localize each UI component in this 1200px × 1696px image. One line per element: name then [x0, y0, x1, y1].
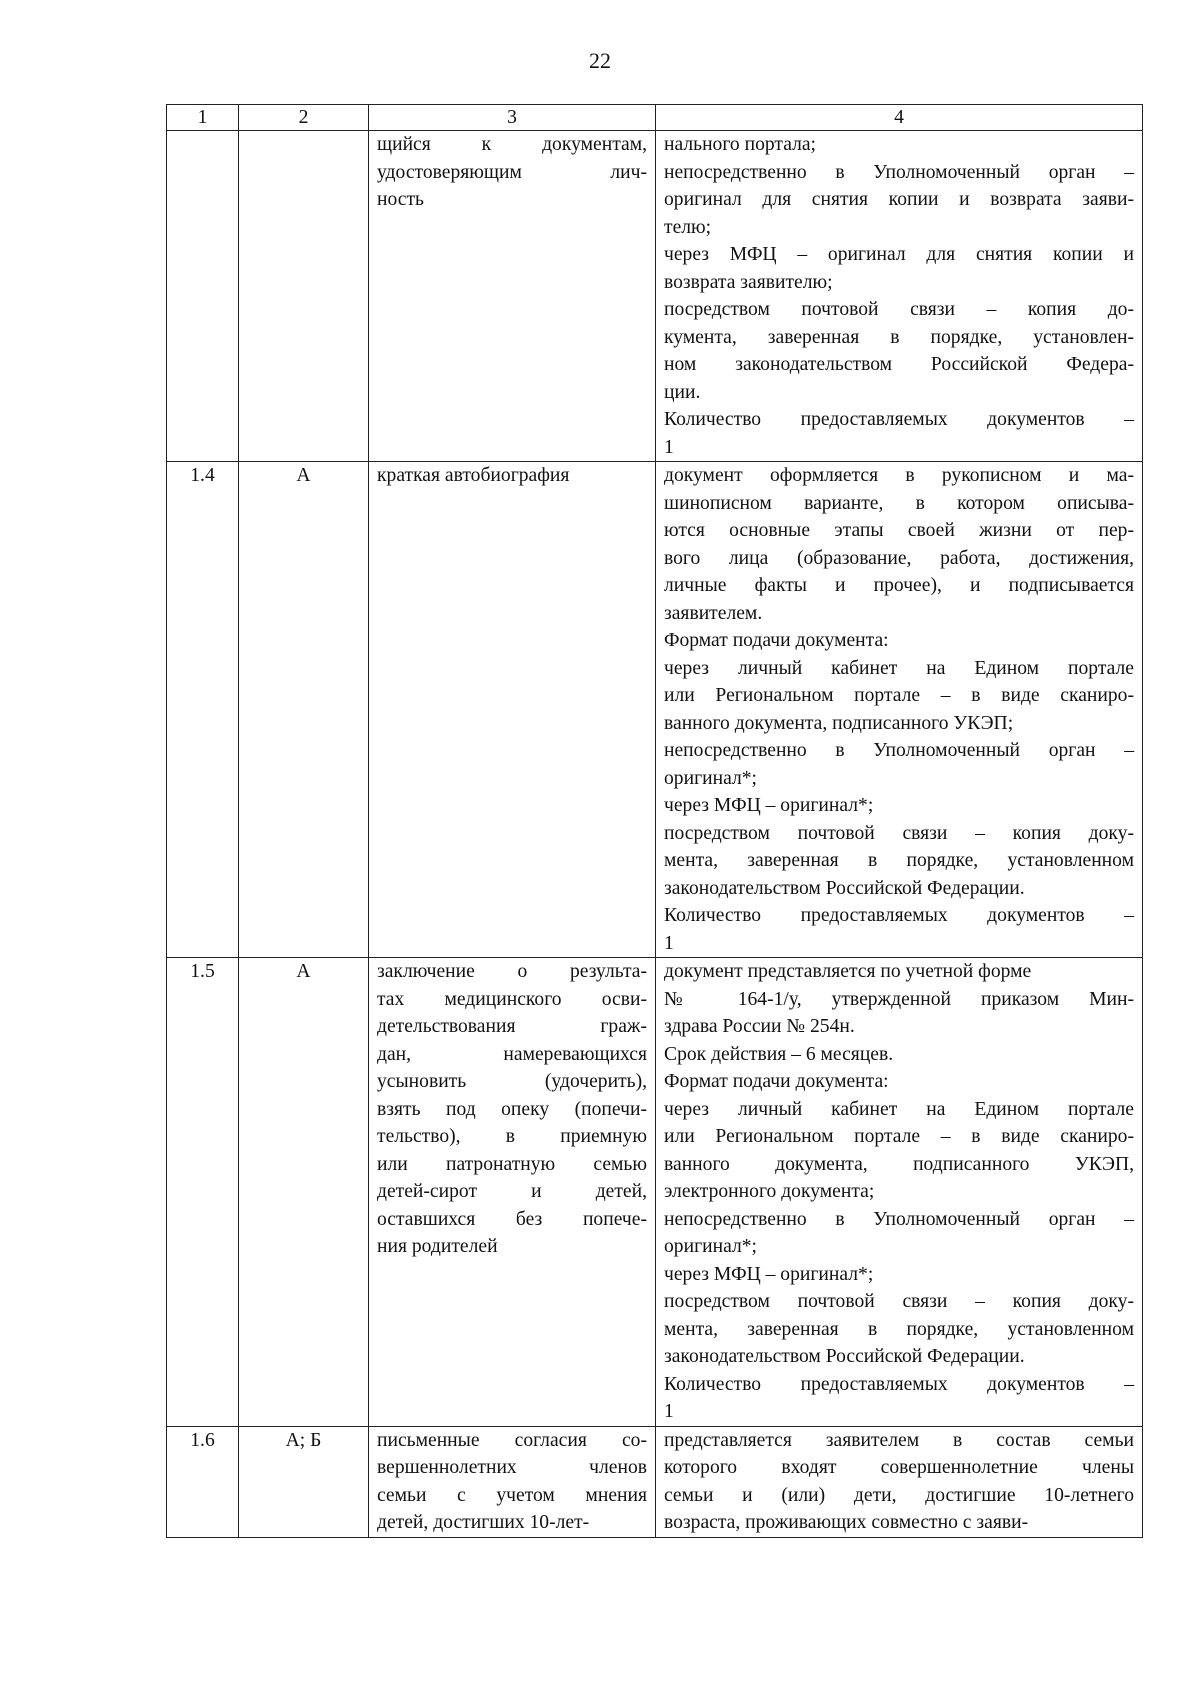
table-row [167, 958, 1143, 1427]
description-line: письменные согласия со- [377, 1429, 647, 1451]
row-number-cell: 1.4 [167, 462, 239, 958]
description-line: ния родителей [377, 1236, 498, 1257]
description-line: вершеннолетних членов [377, 1457, 647, 1478]
detail-line: оригинал для снятия копии и возврата заяви- [664, 189, 1134, 210]
detail-line: посредством почтовой связи – копия доку- [664, 1291, 1134, 1312]
detail-line: личные факты и прочее), и подписывается [664, 575, 1134, 596]
description-line: заключение о результа- [377, 961, 647, 982]
row-detail-cell [656, 1426, 1143, 1537]
column-header-4: 4 [656, 105, 1143, 131]
description-line: оставшихся без попече- [377, 1208, 647, 1230]
detail-line: мента, заверенная в порядке, установленном [664, 1318, 1134, 1340]
detail-line: Количество предоставляемых документов – [664, 409, 1134, 430]
detail-line: документ оформляется в рукописном и ма- [664, 465, 1134, 486]
detail-line: Количество предоставляемых документов – [664, 905, 1134, 926]
row-detail-cell [656, 958, 1143, 1427]
detail-line: ции. [664, 381, 701, 403]
detail-line: через личный кабинет на Едином портале [664, 1098, 1134, 1120]
detail-line: посредством почтовой связи – копия до- [664, 299, 1134, 320]
detail-line: посредством почтовой связи – копия доку- [664, 822, 1134, 844]
detail-line: телю; [664, 216, 712, 238]
description-line: семьи с учетом мнения [377, 1484, 647, 1506]
detail-line: электронного документа; [664, 1181, 875, 1202]
detail-line: которого входят совершеннолетние члены [664, 1457, 1134, 1478]
detail-line: представляется заявителем в состав семьи [664, 1429, 1134, 1451]
row-description-cell [369, 462, 656, 958]
description-line: детельствования граж- [377, 1016, 647, 1037]
detail-line: заявителем. [664, 602, 763, 624]
detail-line: вого лица (образование, работа, достижения, [664, 547, 1134, 569]
table-row [167, 1426, 1143, 1537]
description-line: тельство), в приемную [377, 1126, 647, 1147]
description-line: усыновить (удочерить), [377, 1071, 647, 1092]
row-category-cell: А [239, 462, 369, 958]
detail-line: через МФЦ – оригинал для снятия копии и [664, 244, 1134, 265]
document-table [166, 104, 1143, 1538]
row-number-cell: 1.5 [167, 958, 239, 1427]
detail-line: через личный кабинет на Едином портале [664, 657, 1134, 679]
description-line: щийся к документам, [377, 134, 647, 155]
detail-line: возврата заявителю; [664, 271, 833, 293]
detail-line: или Региональном портале – в виде сканиро- [664, 1126, 1134, 1147]
detail-line: ванного документа, подписанного УКЭП; [664, 712, 1014, 734]
description-line: или патронатную семью [377, 1153, 647, 1175]
row-description-cell [369, 958, 656, 1427]
detail-line: или Региональном портале – в виде сканиро- [664, 685, 1134, 706]
column-header-3: 3 [369, 105, 656, 131]
description-line: детей-сирот и детей, [377, 1181, 647, 1202]
detail-line: шинописном варианте, в котором описыва- [664, 492, 1134, 514]
detail-line: 1 [664, 932, 674, 954]
description-line: удостоверяющим лич- [377, 161, 647, 183]
row-detail-cell [656, 131, 1143, 462]
row-category-cell: А; Б [239, 1426, 369, 1537]
detail-line: Срок действия – 6 месяцев. [664, 1043, 894, 1065]
detail-line: документ представляется по учетной форме [664, 961, 1032, 982]
detail-line: семьи и (или) дети, достигшие 10-летнего [664, 1484, 1134, 1506]
row-description-cell [369, 1426, 656, 1537]
detail-line: Формат подачи документа: [664, 630, 889, 651]
description-line: краткая автобиография [377, 465, 570, 486]
detail-line: здрава России № 254н. [664, 1016, 855, 1037]
detail-line: Формат подачи документа: [664, 1071, 889, 1092]
table-row [167, 131, 1143, 462]
description-line: дан, намеревающихся [377, 1043, 647, 1065]
row-description-cell [369, 131, 656, 462]
table-header-row [167, 105, 1143, 131]
row-number-cell: 1.6 [167, 1426, 239, 1537]
detail-line: 1 [664, 1401, 674, 1422]
detail-line: 1 [664, 436, 674, 458]
description-line: тах медицинского осви- [377, 988, 647, 1010]
detail-line: нального портала; [664, 134, 817, 155]
detail-line: ются основные этапы своей жизни от пер- [664, 520, 1134, 541]
detail-line: кумента, заверенная в порядке, установлен- [664, 326, 1134, 348]
row-category-cell: А [239, 958, 369, 1427]
row-number-cell [167, 131, 239, 462]
column-header-1: 1 [167, 105, 239, 131]
detail-line: ном законодательством Российской Федера- [664, 354, 1134, 375]
detail-line: Количество предоставляемых документов – [664, 1373, 1134, 1395]
detail-line: мента, заверенная в порядке, установленном [664, 850, 1134, 871]
row-detail-cell [656, 462, 1143, 958]
description-line: взять под опеку (попечи- [377, 1098, 647, 1120]
detail-line: возраста, проживающих совместно с заяви- [664, 1512, 1029, 1533]
row-category-cell [239, 131, 369, 462]
detail-line: оригинал*; [664, 767, 757, 789]
detail-line: ванного документа, подписанного УКЭП, [664, 1153, 1134, 1175]
detail-line: непосредственно в Уполномоченный орган – [664, 1208, 1134, 1230]
detail-line: через МФЦ – оригинал*; [664, 1263, 874, 1285]
detail-line: непосредственно в Уполномоченный орган – [664, 740, 1134, 761]
table-body [167, 131, 1143, 1538]
detail-line: через МФЦ – оригинал*; [664, 795, 874, 816]
detail-line: оригинал*; [664, 1236, 757, 1257]
description-line: детей, достигших 10-лет- [377, 1512, 590, 1533]
table-row [167, 462, 1143, 958]
detail-line: законодательством Российской Федерации. [664, 1346, 1025, 1367]
detail-line: № 164-1/у, утвержденной приказом Мин- [664, 988, 1134, 1010]
detail-line: непосредственно в Уполномоченный орган – [664, 161, 1134, 183]
detail-line: законодательством Российской Федерации. [664, 877, 1025, 899]
column-header-2: 2 [239, 105, 369, 131]
description-line: ность [377, 189, 424, 210]
page-number: 22 [589, 48, 611, 73]
